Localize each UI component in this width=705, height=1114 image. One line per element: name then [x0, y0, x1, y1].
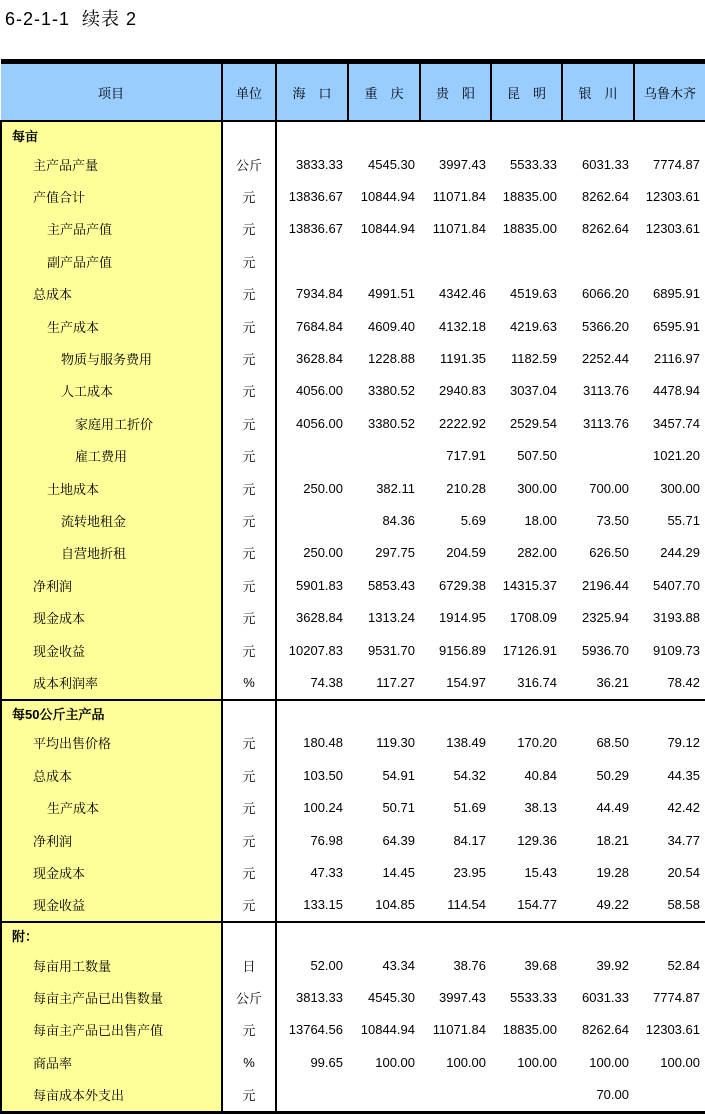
unit-cell: 元 — [222, 601, 276, 633]
value-cell: 5.69 — [460, 512, 486, 528]
value-cell: 4219.63 — [510, 318, 557, 334]
value-cell: 204.59 — [446, 545, 486, 561]
value-cell — [491, 121, 562, 148]
value-cell — [276, 440, 348, 472]
value-cell: 47.33 — [310, 864, 343, 880]
table-row — [1, 1014, 705, 1046]
col-header-haikou: 海 口 — [276, 62, 348, 122]
value-cell: 23.95 — [453, 864, 486, 880]
unit-cell: 元 — [222, 440, 276, 472]
value-cell — [420, 121, 491, 148]
value-cell: 244.29 — [660, 545, 700, 561]
value-cell — [420, 922, 491, 949]
unit-cell: % — [222, 666, 276, 699]
value-cell: 250.00 — [303, 545, 343, 561]
table-row — [1, 375, 705, 407]
row-label: 每亩成本外支出 — [1, 1079, 222, 1114]
value-cell: 9156.89 — [439, 642, 486, 658]
value-cell: 717.91 — [446, 448, 486, 464]
value-cell: 3628.84 — [296, 610, 343, 626]
value-cell — [420, 245, 491, 277]
value-cell: 12303.61 — [645, 189, 700, 205]
value-cell — [276, 245, 348, 277]
unit-cell: 元 — [222, 727, 276, 759]
table-row — [1, 407, 705, 439]
row-label: 总成本 — [1, 759, 222, 791]
value-cell: 12303.61 — [645, 1022, 700, 1038]
value-cell: 4132.18 — [439, 318, 486, 334]
value-cell: 626.50 — [589, 545, 629, 561]
value-cell: 117.27 — [376, 674, 415, 690]
value-cell: 50.71 — [382, 800, 415, 816]
value-cell: 2252.44 — [582, 351, 629, 367]
row-label: 每亩主产品已出售产值 — [1, 1014, 222, 1046]
value-cell: 133.15 — [303, 897, 343, 913]
unit-cell: % — [222, 1046, 276, 1078]
unit-cell — [222, 121, 276, 148]
value-cell: 100.00 — [517, 1054, 557, 1070]
value-cell: 5901.83 — [296, 577, 343, 593]
table-row — [1, 213, 705, 245]
value-cell: 5533.33 — [510, 156, 557, 172]
value-cell: 11071.84 — [432, 1022, 486, 1038]
unit-cell: 元 — [222, 375, 276, 407]
value-cell: 1182.59 — [510, 351, 557, 367]
col-header-kunming: 昆 明 — [491, 62, 562, 122]
value-cell — [491, 700, 562, 727]
value-cell: 104.85 — [375, 897, 415, 913]
value-cell: 6031.33 — [582, 990, 629, 1006]
col-header-chongqing: 重 庆 — [348, 62, 420, 122]
value-cell: 6066.20 — [582, 286, 629, 302]
value-cell: 99.65 — [310, 1054, 343, 1070]
value-cell: 73.50 — [596, 512, 629, 528]
value-cell: 114.54 — [447, 897, 486, 913]
table-row — [1, 310, 705, 342]
section-header-label: 每50公斤主产品 — [1, 700, 222, 727]
row-label: 每亩主产品已出售数量 — [1, 981, 222, 1013]
value-cell — [348, 440, 420, 472]
col-header-guiyang: 贵 阳 — [420, 62, 491, 122]
value-cell: 18835.00 — [502, 1022, 557, 1038]
value-cell: 11071.84 — [432, 221, 486, 237]
value-cell: 2222.92 — [439, 415, 486, 431]
value-cell: 10207.83 — [288, 642, 343, 658]
value-cell: 250.00 — [303, 480, 343, 496]
value-cell: 4991.51 — [368, 286, 415, 302]
value-cell: 129.36 — [517, 832, 557, 848]
value-cell: 1708.09 — [510, 610, 557, 626]
value-cell: 100.00 — [660, 1054, 700, 1070]
value-cell: 5936.70 — [582, 642, 629, 658]
unit-cell: 元 — [222, 569, 276, 601]
row-label: 净利润 — [1, 824, 222, 856]
row-label: 现金成本 — [1, 856, 222, 888]
value-cell: 49.22 — [596, 897, 629, 913]
value-cell: 6895.91 — [653, 286, 700, 302]
value-cell — [634, 700, 705, 727]
value-cell: 4342.46 — [439, 286, 486, 302]
value-cell: 180.48 — [303, 735, 343, 751]
value-cell: 36.21 — [596, 674, 629, 690]
value-cell: 7774.87 — [653, 990, 700, 1006]
value-cell: 3628.84 — [296, 351, 343, 367]
table-row — [1, 342, 705, 374]
value-cell — [348, 700, 420, 727]
table-row — [1, 537, 705, 569]
unit-cell: 元 — [222, 1079, 276, 1114]
value-cell: 2196.44 — [582, 577, 629, 593]
table-row — [1, 440, 705, 472]
value-cell: 39.68 — [524, 957, 557, 973]
row-label: 净利润 — [1, 569, 222, 601]
value-cell: 3833.33 — [296, 156, 343, 172]
table-body — [1, 121, 705, 1113]
value-cell: 300.00 — [517, 480, 557, 496]
value-cell: 13836.67 — [288, 189, 343, 205]
section-header-label: 附： — [1, 922, 222, 949]
value-cell: 4609.40 — [368, 318, 415, 334]
value-cell: 10844.94 — [360, 221, 415, 237]
value-cell: 51.69 — [453, 800, 486, 816]
value-cell — [634, 245, 705, 277]
value-cell: 5366.20 — [582, 318, 629, 334]
value-cell — [491, 1079, 562, 1114]
value-cell: 2325.94 — [582, 610, 629, 626]
table-row — [1, 180, 705, 212]
value-cell: 44.49 — [596, 800, 629, 816]
value-cell: 9109.73 — [653, 642, 700, 658]
value-cell: 13764.56 — [288, 1022, 343, 1038]
col-header-unit: 单位 — [222, 62, 276, 122]
unit-cell: 元 — [222, 278, 276, 310]
value-cell: 84.17 — [453, 832, 486, 848]
value-cell: 39.92 — [596, 957, 629, 973]
value-cell: 1228.88 — [368, 351, 415, 367]
value-cell — [276, 922, 348, 949]
value-cell: 68.50 — [596, 735, 629, 751]
value-cell: 2116.97 — [653, 351, 700, 367]
value-cell: 11071.84 — [432, 189, 486, 205]
table-row — [1, 791, 705, 823]
col-header-yinchuan: 银 川 — [562, 62, 634, 122]
unit-cell: 公斤 — [222, 148, 276, 180]
value-cell: 7774.87 — [653, 156, 700, 172]
value-cell: 38.76 — [453, 957, 486, 973]
value-cell: 74.38 — [310, 674, 343, 690]
row-label: 平均出售价格 — [1, 727, 222, 759]
value-cell — [276, 1079, 348, 1114]
row-label: 成本利润率 — [1, 666, 222, 699]
value-cell: 6595.91 — [653, 318, 700, 334]
table-row — [1, 1079, 705, 1114]
value-cell: 4545.30 — [368, 990, 415, 1006]
value-cell: 5407.70 — [653, 577, 700, 593]
value-cell: 297.75 — [375, 545, 415, 561]
row-label: 主产品产量 — [1, 148, 222, 180]
value-cell: 3380.52 — [368, 415, 415, 431]
unit-cell: 元 — [222, 856, 276, 888]
value-cell: 18835.00 — [502, 221, 557, 237]
value-cell: 76.98 — [310, 832, 343, 848]
value-cell: 154.77 — [517, 897, 557, 913]
value-cell: 1313.24 — [368, 610, 415, 626]
value-cell: 6031.33 — [582, 156, 629, 172]
value-cell: 8262.64 — [582, 221, 629, 237]
table-row — [1, 504, 705, 536]
value-cell: 3113.76 — [582, 383, 629, 399]
col-header-urumqi: 乌鲁木齐 — [634, 62, 705, 122]
value-cell: 44.35 — [667, 767, 700, 783]
value-cell: 3037.04 — [510, 383, 557, 399]
table-row — [1, 569, 705, 601]
unit-cell: 元 — [222, 759, 276, 791]
value-cell: 700.00 — [589, 480, 629, 496]
value-cell: 7684.84 — [296, 318, 343, 334]
unit-cell: 元 — [222, 310, 276, 342]
value-cell: 2940.83 — [439, 383, 486, 399]
value-cell: 64.39 — [382, 832, 415, 848]
value-cell: 4519.63 — [510, 286, 557, 302]
row-label: 雇工费用 — [1, 440, 222, 472]
value-cell: 2529.54 — [510, 415, 557, 431]
unit-cell: 元 — [222, 342, 276, 374]
value-cell: 382.11 — [376, 480, 415, 496]
value-cell: 1914.95 — [439, 610, 486, 626]
table-row — [1, 727, 705, 759]
value-cell: 13836.67 — [288, 221, 343, 237]
table-row — [1, 949, 705, 981]
unit-cell: 元 — [222, 791, 276, 823]
value-cell: 3113.76 — [582, 415, 629, 431]
unit-cell: 元 — [222, 407, 276, 439]
row-label: 主产品产值 — [1, 213, 222, 245]
value-cell: 9531.70 — [368, 642, 415, 658]
value-cell: 100.00 — [446, 1054, 486, 1070]
value-cell — [276, 700, 348, 727]
section-header-row — [1, 700, 705, 727]
row-label: 生产成本 — [1, 310, 222, 342]
value-cell: 3997.43 — [439, 990, 486, 1006]
row-label: 现金成本 — [1, 601, 222, 633]
row-label: 自营地折租 — [1, 537, 222, 569]
value-cell: 100.24 — [303, 800, 343, 816]
value-cell: 138.49 — [446, 735, 486, 751]
value-cell: 10844.94 — [360, 189, 415, 205]
value-cell: 84.36 — [382, 512, 415, 528]
unit-cell: 日 — [222, 949, 276, 981]
value-cell: 170.20 — [517, 735, 557, 751]
table-row — [1, 245, 705, 277]
value-cell: 15.43 — [524, 864, 557, 880]
value-cell — [420, 1079, 491, 1114]
value-cell: 34.77 — [667, 832, 700, 848]
value-cell: 58.58 — [667, 897, 700, 913]
value-cell: 78.42 — [667, 674, 700, 690]
table-row — [1, 278, 705, 310]
value-cell: 1021.20 — [653, 448, 700, 464]
row-label: 物质与服务费用 — [1, 342, 222, 374]
value-cell: 3813.33 — [296, 990, 343, 1006]
row-label: 流转地租金 — [1, 504, 222, 536]
col-header-item: 项目 — [1, 62, 222, 122]
unit-cell: 元 — [222, 824, 276, 856]
value-cell: 5853.43 — [368, 577, 415, 593]
value-cell: 70.00 — [596, 1087, 629, 1103]
value-cell — [276, 504, 348, 536]
row-label: 总成本 — [1, 278, 222, 310]
table-row — [1, 1046, 705, 1078]
value-cell: 4478.94 — [653, 383, 700, 399]
value-cell: 52.84 — [667, 957, 700, 973]
value-cell — [634, 121, 705, 148]
row-label: 生产成本 — [1, 791, 222, 823]
row-label: 家庭用工折价 — [1, 407, 222, 439]
table-row — [1, 981, 705, 1013]
value-cell: 300.00 — [660, 480, 700, 496]
row-label: 商品率 — [1, 1046, 222, 1078]
value-cell — [562, 700, 634, 727]
value-cell: 50.29 — [596, 767, 629, 783]
unit-cell — [222, 922, 276, 949]
unit-cell: 元 — [222, 889, 276, 922]
table-row — [1, 889, 705, 922]
unit-cell: 元 — [222, 180, 276, 212]
unit-cell: 元 — [222, 1014, 276, 1046]
value-cell: 6729.38 — [439, 577, 486, 593]
table-row — [1, 824, 705, 856]
value-cell — [348, 922, 420, 949]
value-cell — [562, 245, 634, 277]
value-cell: 100.00 — [375, 1054, 415, 1070]
value-cell: 8262.64 — [582, 1022, 629, 1038]
value-cell: 210.28 — [446, 480, 486, 496]
value-cell: 119.30 — [376, 735, 415, 751]
table-row — [1, 856, 705, 888]
value-cell — [491, 245, 562, 277]
value-cell — [562, 440, 634, 472]
value-cell: 55.71 — [667, 512, 700, 528]
value-cell: 14315.37 — [502, 577, 557, 593]
value-cell — [276, 121, 348, 148]
row-label: 土地成本 — [1, 472, 222, 504]
value-cell: 20.54 — [667, 864, 700, 880]
value-cell — [562, 922, 634, 949]
section-header-row — [1, 121, 705, 148]
value-cell: 154.97 — [446, 674, 486, 690]
value-cell: 19.28 — [596, 864, 629, 880]
value-cell: 40.84 — [524, 767, 557, 783]
value-cell: 12303.61 — [645, 221, 700, 237]
unit-cell: 元 — [222, 537, 276, 569]
value-cell — [491, 922, 562, 949]
section-header-label: 每亩 — [1, 121, 222, 148]
value-cell: 10844.94 — [360, 1022, 415, 1038]
value-cell: 282.00 — [517, 545, 557, 561]
unit-cell: 元 — [222, 634, 276, 666]
value-cell: 54.91 — [382, 767, 415, 783]
value-cell: 38.13 — [524, 800, 557, 816]
table-row — [1, 666, 705, 699]
value-cell — [348, 1079, 420, 1114]
value-cell: 1191.35 — [439, 351, 486, 367]
value-cell: 18.21 — [596, 832, 629, 848]
value-cell: 52.00 — [310, 957, 343, 973]
row-label: 现金收益 — [1, 889, 222, 922]
value-cell: 5533.33 — [510, 990, 557, 1006]
table-row — [1, 148, 705, 180]
header-row — [1, 62, 705, 122]
value-cell: 3457.74 — [653, 415, 700, 431]
value-cell — [420, 700, 491, 727]
value-cell: 7934.84 — [296, 286, 343, 302]
value-cell: 4056.00 — [296, 383, 343, 399]
value-cell: 4545.30 — [368, 156, 415, 172]
unit-cell: 公斤 — [222, 981, 276, 1013]
value-cell: 14.45 — [382, 864, 415, 880]
value-cell: 43.34 — [382, 957, 415, 973]
row-label: 现金收益 — [1, 634, 222, 666]
value-cell: 103.50 — [303, 767, 343, 783]
value-cell — [634, 1079, 705, 1114]
value-cell: 100.00 — [589, 1054, 629, 1070]
cost-statistics-table — [0, 59, 705, 1114]
value-cell: 3380.52 — [368, 383, 415, 399]
value-cell — [562, 121, 634, 148]
value-cell: 4056.00 — [296, 415, 343, 431]
row-label: 副产品产值 — [1, 245, 222, 277]
value-cell — [348, 121, 420, 148]
value-cell: 18835.00 — [502, 189, 557, 205]
row-label: 人工成本 — [1, 375, 222, 407]
value-cell: 507.50 — [517, 448, 557, 464]
value-cell: 18.00 — [524, 512, 557, 528]
value-cell: 17126.91 — [502, 642, 557, 658]
value-cell: 3193.88 — [653, 610, 700, 626]
value-cell: 79.12 — [667, 735, 700, 751]
table-row — [1, 601, 705, 633]
unit-cell: 元 — [222, 213, 276, 245]
value-cell: 3997.43 — [439, 156, 486, 172]
unit-cell — [222, 700, 276, 727]
value-cell: 54.32 — [453, 767, 486, 783]
table-row — [1, 759, 705, 791]
row-label: 产值合计 — [1, 180, 222, 212]
value-cell — [348, 245, 420, 277]
value-cell — [634, 922, 705, 949]
value-cell: 316.74 — [517, 674, 557, 690]
page-title: 6-2-1-1 续表 2 — [5, 9, 138, 29]
row-label: 每亩用工数量 — [1, 949, 222, 981]
table-row — [1, 634, 705, 666]
unit-cell: 元 — [222, 504, 276, 536]
value-cell: 42.42 — [667, 800, 700, 816]
value-cell: 8262.64 — [582, 189, 629, 205]
table-row — [1, 472, 705, 504]
unit-cell: 元 — [222, 472, 276, 504]
unit-cell: 元 — [222, 245, 276, 277]
section-header-row — [1, 922, 705, 949]
